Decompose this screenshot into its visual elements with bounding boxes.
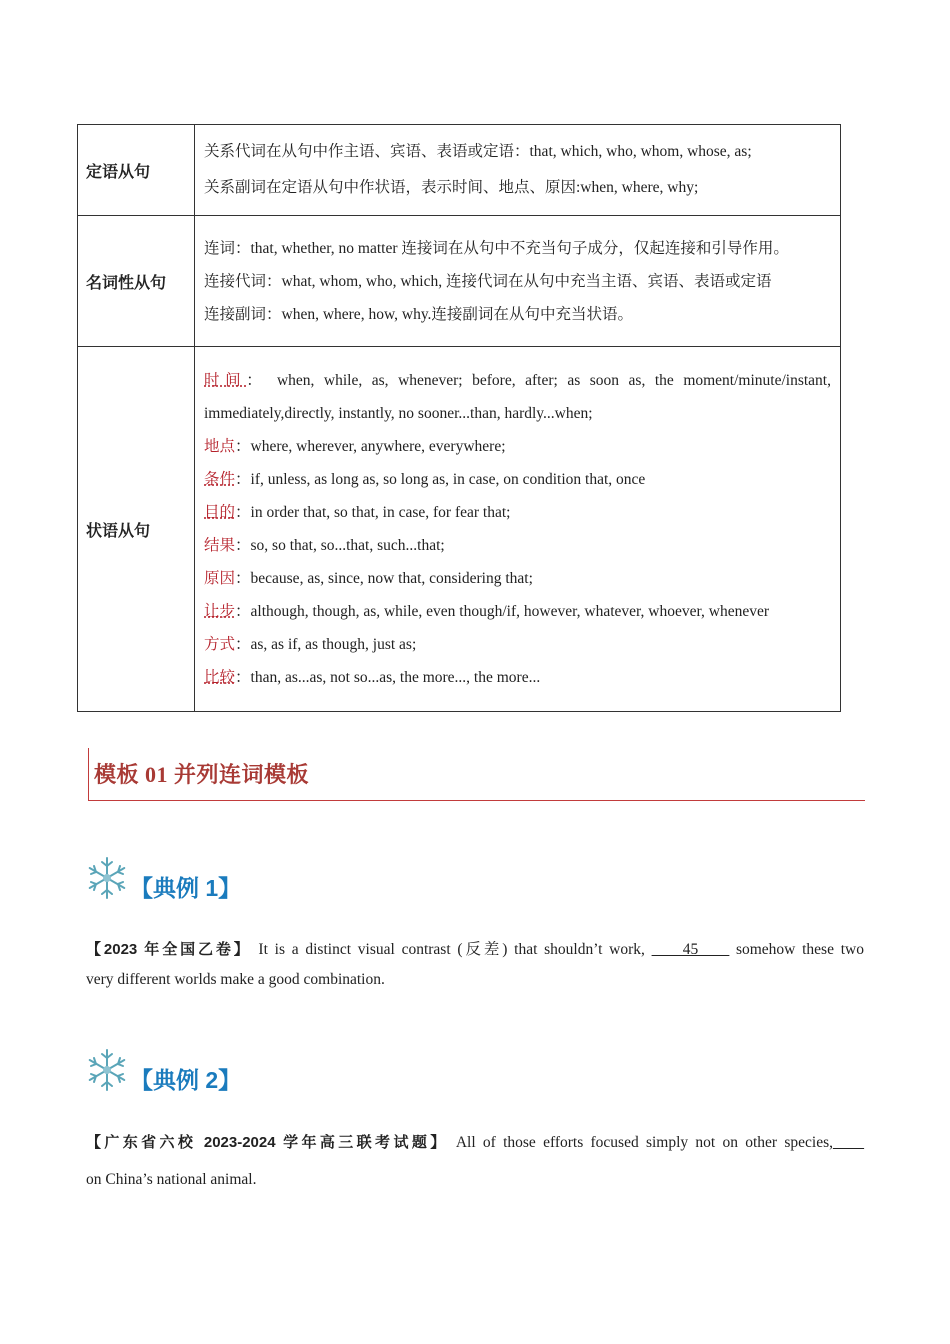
example-line: on China’s national animal.: [86, 1171, 257, 1188]
adverbial-category-comparison: [204, 661, 831, 694]
content-line: 关系副词在定语从句中作状语，表示时间、地点、原因:when, where, why;: [204, 179, 699, 196]
snowflake-icon: [86, 1048, 128, 1092]
category-text: ：as, as if, as though, just as;: [235, 636, 417, 653]
row-content: [195, 347, 841, 712]
category-label: 时间: [204, 372, 247, 389]
row-heading: 状语从句: [78, 347, 195, 712]
adverbial-category-place: [204, 430, 831, 463]
category-text: ： when, while, as, whenever; before, after; as soon as, the moment/minute/instant,: [246, 372, 831, 389]
example-text: somehow these two: [729, 941, 864, 958]
content-line: 连接副词：when, where, how, why.连接副词在从句中充当状语。: [204, 305, 633, 323]
category-label: 方式: [204, 636, 236, 653]
example-line: [86, 1124, 864, 1161]
category-text: ：so, so that, so...that, such...that;: [235, 537, 445, 554]
example-line: [86, 935, 864, 965]
content-line: 连词：that, whether, no matter 连接词在从句中不充当句子成分，仅起连接和引导作用。: [204, 239, 789, 257]
category-label: 让步: [204, 603, 236, 620]
clause-table: [77, 124, 841, 712]
content-line: 关系代词在从句中作主语、宾语、表语或定语：that, which, who, whom, whose, as;: [204, 143, 752, 160]
category-continuation: immediately,directly, instantly, no sooner...than, hardly...when;: [204, 405, 593, 422]
category-label: 条件: [204, 471, 236, 488]
adverbial-category-result: [204, 529, 831, 562]
category-text: ：if, unless, as long as, so long as, in case, on condition that, once: [235, 471, 646, 488]
answer-blank: ____: [832, 1134, 864, 1151]
category-label: 原因: [204, 570, 236, 587]
table-row: [78, 125, 841, 216]
category-text: ：because, as, since, now that, considering that;: [235, 570, 533, 587]
category-label: 地点: [204, 438, 236, 455]
category-text: ：although, though, as, while, even though/if, however, whatever, whoever, whenever: [235, 603, 770, 620]
category-label: 目的: [204, 504, 236, 521]
example-2-text: [86, 1124, 864, 1198]
template-title: 模板 01 并列连词模板: [94, 762, 310, 787]
example-label: 【典例 1】: [130, 875, 242, 901]
table-row: [78, 216, 841, 347]
content-line: 连接代词：what, whom, who, which, 连接代词在从句中充当主语、宾语、表语或定语: [204, 272, 772, 290]
template-heading: [88, 748, 865, 801]
category-text: ：than, as...as, not so...as, the more..., the more...: [235, 669, 541, 686]
adverbial-category-reason: [204, 562, 831, 595]
category-label: 比较: [204, 669, 236, 686]
example-2-heading: [86, 1048, 286, 1096]
category-text: ：where, wherever, anywhere, everywhere;: [235, 438, 506, 455]
category-label: 结果: [204, 537, 236, 554]
example-line: very different worlds make a good combination.: [86, 971, 385, 988]
row-heading: 名词性从句: [78, 216, 195, 347]
example-source: 【广东省六校 2023-2024 学年高三联考试题】: [86, 1134, 449, 1151]
row-heading: 定语从句: [78, 125, 195, 216]
row-content: [195, 216, 841, 347]
example-label: 【典例 2】: [130, 1067, 242, 1093]
adverbial-category-condition: [204, 463, 831, 496]
row-content: [195, 125, 841, 216]
adverbial-category-concession: [204, 595, 831, 628]
example-source: 【2023 年全国乙卷】: [86, 941, 252, 958]
example-text: It is a distinct visual contrast (反差) that shouldn’t work,: [251, 941, 652, 958]
answer-blank: ____45____: [651, 941, 730, 958]
adverbial-category-time: [204, 364, 831, 397]
example-1-text: [86, 935, 864, 995]
snowflake-icon: [86, 856, 128, 900]
adverbial-category-manner: [204, 628, 831, 661]
category-text: ：in order that, so that, in case, for fear that;: [235, 504, 511, 521]
example-text: All of those efforts focused simply not on other species,: [448, 1134, 833, 1151]
table-row: [78, 347, 841, 712]
adverbial-category-purpose: [204, 496, 831, 529]
example-1-heading: [86, 856, 286, 904]
